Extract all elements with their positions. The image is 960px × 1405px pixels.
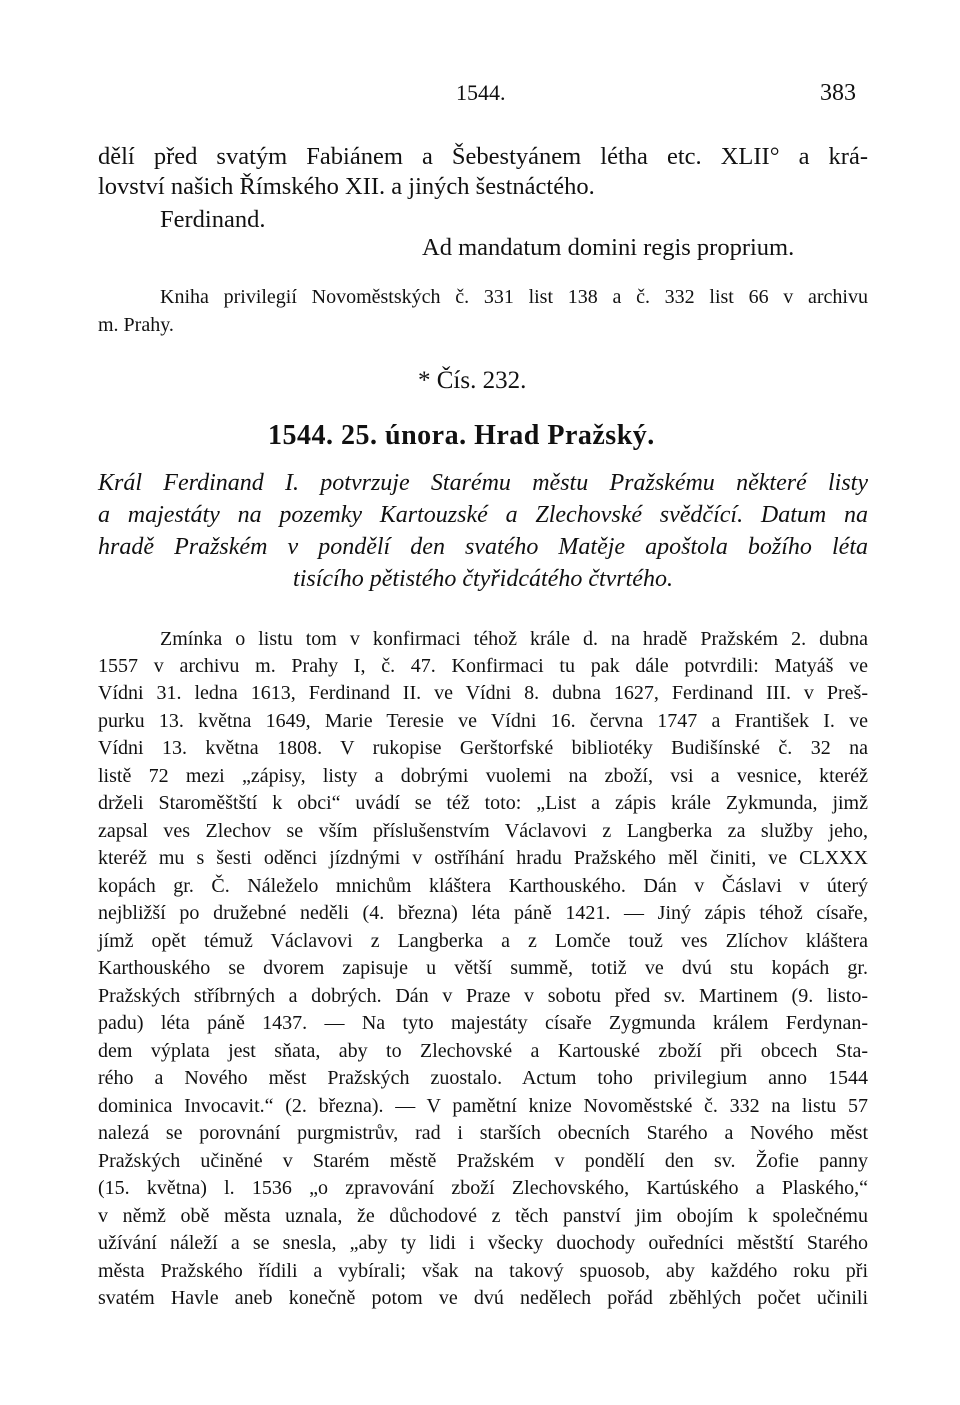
note-line: kopách gr. Č. Náleželo mnichům kláštera Karthouského. Dán v Čáslavi v úterý bbox=[98, 875, 868, 897]
note-line: kteréž mu s šesti oděnci jízdnými v ostříhání hradu Pražského měl činiti, ve CLXXX bbox=[98, 847, 868, 869]
regest-line: hradě Pražském v pondělí den svatého Matěje apoštola božího léta bbox=[98, 534, 868, 560]
note-line: nejbližší po družebné neděli (4. března) léta páně 1421. — Jiný zápis téhož císaře, bbox=[98, 902, 868, 924]
text-line: lovství našich Římského XII. a jiných šestnáctého. bbox=[98, 173, 595, 200]
note-line: (15. května) l. 1536 „o zpravování zboží Zlechovského, Kartúského a Plaského,“ bbox=[98, 1177, 868, 1199]
source-line: Kniha privilegií Novoměstských č. 331 list 138 a č. 332 list 66 v archivu bbox=[160, 286, 868, 308]
note-line: Vídni 31. ledna 1613, Ferdinand II. ve Vídni 8. dubna 1627, Ferdinand III. v Preš- bbox=[98, 682, 868, 704]
note-line: Vídni 13. května 1808. V rukopise Gerštorfské bibliotéky Budišínské č. 32 na bbox=[98, 737, 868, 759]
regest-line: tisícího pětistého čtyřidcátého čtvrtého. bbox=[293, 566, 673, 592]
note-line: jímž opět témuž Václavovi z Langberka a z Lomče touž ves Zlíchov kláštera bbox=[98, 930, 868, 952]
note-line: Karthouského se dvorem zapisuje u větší summě, totiž ve dvú stu kopách gr. bbox=[98, 957, 868, 979]
note-line: Zmínka o listu tom v konfirmaci téhož krále d. na hradě Pražském 2. dubna bbox=[160, 628, 868, 650]
note-line: drželi Staroměštští k obci“ uvádí se též toto: „List a zápis krále Zykmunda, jimž bbox=[98, 792, 868, 814]
note-line: svatém Havle aneb konečně potom ve dvú nedělech pořád zběhlých počet učinili bbox=[98, 1287, 868, 1309]
chancery-note: Ad mandatum domini regis proprium. bbox=[422, 234, 795, 261]
source-line: m. Prahy. bbox=[98, 314, 174, 336]
document-title: 1544. 25. února. Hrad Pražský. bbox=[268, 420, 655, 451]
note-line: města Pražského řídili a vybírali; však na takový spuosob, aby každého roku při bbox=[98, 1260, 868, 1282]
note-line: užívání náleží a se snesla, „aby ty lidi i všecky duochody ouředníci městští Starého bbox=[98, 1232, 868, 1254]
note-line: rého a Nového měst Pražských zuostalo. Actum toho privilegium anno 1544 bbox=[98, 1067, 868, 1089]
note-line: v němž obě města uznala, že důchodové z těch panství jim obojím k společnému bbox=[98, 1205, 868, 1227]
note-line: nalezá se porovnání purgmistrův, rad i starších obecních Starého a Nového měst bbox=[98, 1122, 868, 1144]
regest-line: a majestáty na pozemky Kartouzské a Zlechovské svědčící. Datum na bbox=[98, 502, 868, 528]
note-line: listě 72 mezi „zápisy, listy a dobrými vuolemi na zboží, vsi a vesnice, kteréž bbox=[98, 765, 868, 787]
note-line: Pražských učiněné v Starém městě Pražském v pondělí den sv. Žofie panny bbox=[98, 1150, 868, 1172]
signature-ferdinand: Ferdinand. bbox=[160, 206, 266, 233]
document-number: * Čís. 232. bbox=[418, 367, 527, 394]
page-number: 383 bbox=[820, 80, 856, 106]
note-line: Pražských stříbrných a dobrých. Dán v Praze v sobotu před sv. Martinem (9. listo- bbox=[98, 985, 868, 1007]
text-line: dělí před svatým Fabiánem a Šebestyánem létha etc. XLII° a krá- bbox=[98, 143, 868, 170]
note-line: zapsal ves Zlechov se vším příslušenstvím Václavovi z Langberka za služby jeho, bbox=[98, 820, 868, 842]
note-line: purku 13. května 1649, Marie Teresie ve Vídni 16. června 1747 a František I. ve bbox=[98, 710, 868, 732]
note-line: dem výplata jest sňata, aby to Zlechovské a Kartouské zboží při obcech Sta- bbox=[98, 1040, 868, 1062]
running-head-year: 1544. bbox=[456, 80, 506, 105]
regest-line: Král Ferdinand I. potvrzuje Starému městu Pražskému některé listy bbox=[98, 470, 868, 496]
note-line: dominica Invocavit.“ (2. března). — V pamětní knize Novoměstské č. 332 na listu 57 bbox=[98, 1095, 868, 1117]
note-line: 1557 v archivu m. Prahy I, č. 47. Konfirmaci tu pak dále potvrdili: Matyáš ve bbox=[98, 655, 868, 677]
note-line: padu) léta páně 1437. — Na tyto majestáty císaře Zygmunda králem Ferdynan- bbox=[98, 1012, 868, 1034]
